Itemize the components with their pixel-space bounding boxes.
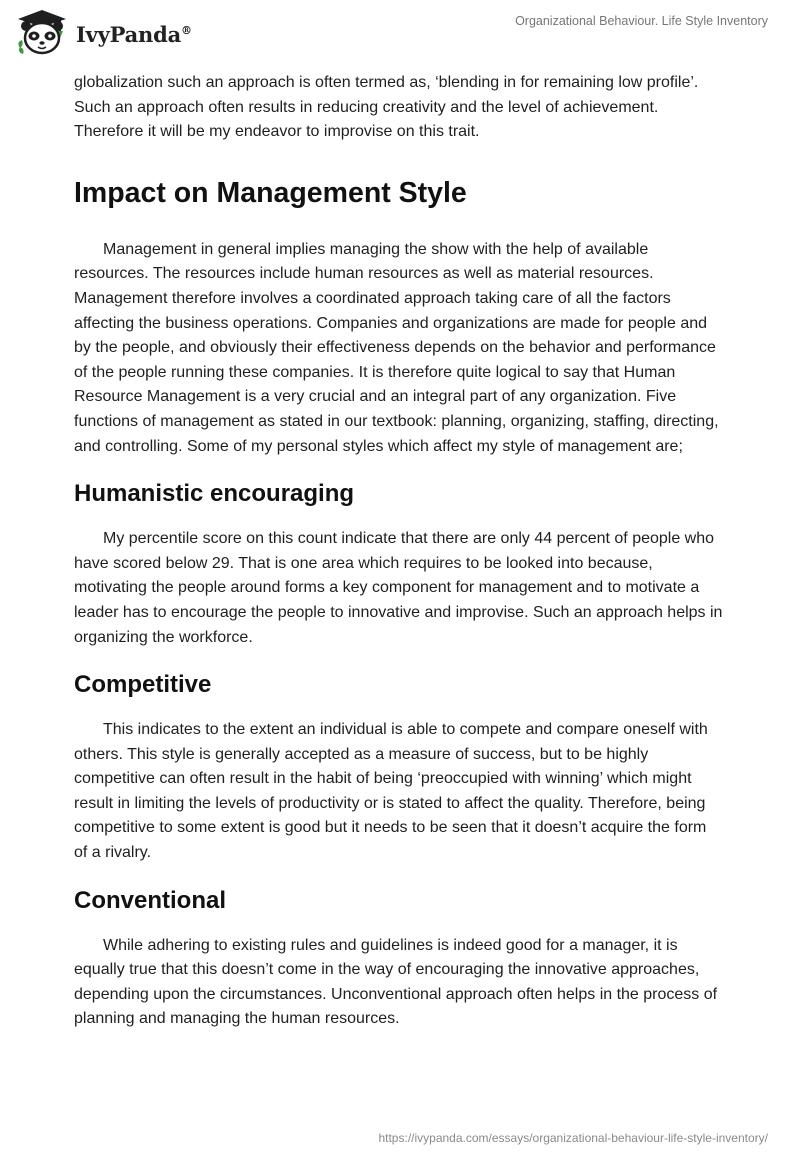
brand-name: IvyPanda®: [76, 21, 192, 47]
paragraph-humanistic-encouraging: My percentile score on this count indicate that there are only 44 percent of people who have scored below 29. That is one area which requires to be looked into because, motivating the people around forms a key component for management and to motivate a leader has to encourage the people to innovative and improvise. Such an approach helps in organizing the workforce.: [74, 530, 723, 646]
paragraph-competitive: This indicates to the extent an individual is able to compete and compare oneself with others. This style is generally accepted as a measure of success, but to be highly competitive can often result in the habit of being ‘preoccupied with winning’ which might result in limiting the levels of productivity or is stated to affect the quality. Therefore, being competitive to some extent is good but it needs to be seen that it doesn’t acquire the form of a rivalry.: [74, 721, 708, 862]
source-url[interactable]: https://ivypanda.com/essays/organizational-behaviour-life-style-inventory/: [378, 1131, 768, 1145]
section-heading: Impact on Management Style: [74, 176, 467, 209]
intro-paragraph: globalization such an approach is often termed as, ‘blending in for remaining low profile’. Such an approach often results in reducing creativity and the level of achievement. Therefore it will be my endeavor to improvise on this trait.: [74, 74, 699, 141]
paragraph-conventional: While adhering to existing rules and guidelines is indeed good for a manager, it is equally true that this doesn’t come in the way of encouraging the innovative approaches, depending upon the circumstances. Unconventional approach often helps in the process of planning and managing the human resources.: [74, 936, 718, 1028]
panda-graduate-icon: [14, 8, 70, 56]
ivypanda-logo[interactable]: [14, 8, 192, 56]
page-header: [0, 0, 800, 64]
management-paragraph: Management in general implies managing the show with the help of available resources. The resources include human resources as well as material resources. Management therefore involves a coordinated approach taking care of all the factors affecting the business operations. Companies and organizations are made for people and by the people, and obviously their effectiveness depends on the behavior and performance of the people running these companies. It is therefore quite logical to say that Human Resource Management is a very crucial and an integral part of any organization. Five functions of management as stated in our textbook: planning, organizing, staffing, directing, and controlling. Some of my personal styles which affect my style of management are;: [74, 240, 719, 455]
subheading-competitive: Competitive: [74, 671, 212, 699]
essay-body: [74, 71, 724, 1032]
document-title: Organizational Behaviour. Life Style Inventory: [515, 14, 768, 28]
subheading-conventional: Conventional: [74, 886, 227, 914]
subheading-humanistic-encouraging: Humanistic encouraging: [74, 480, 355, 508]
